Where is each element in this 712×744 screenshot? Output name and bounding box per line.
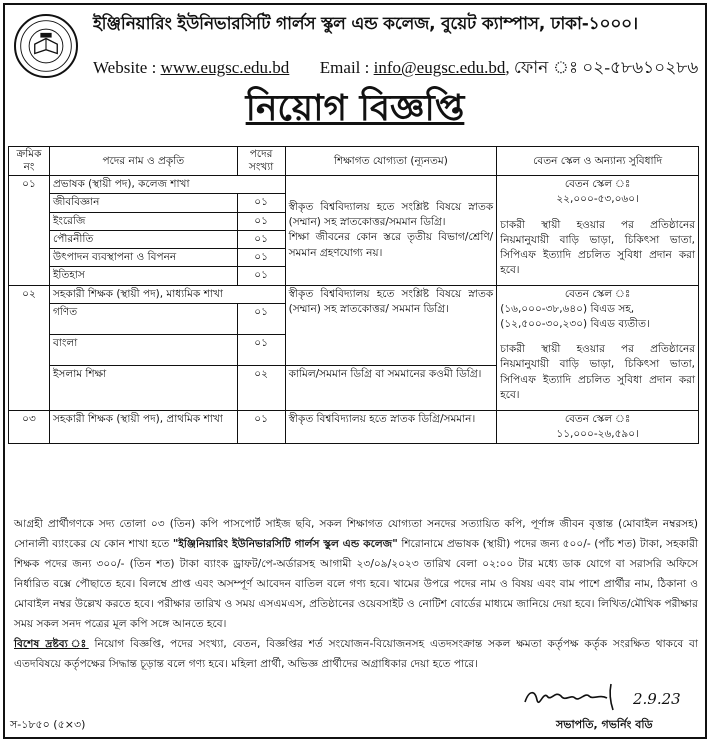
row2-salary-value-1: (১৬,০০০-৩৮,৬৪০) বিএড সহ,	[500, 302, 635, 315]
instructions-paragraph	[14, 514, 698, 674]
subject-name: জীববিজ্ঞান	[49, 194, 237, 212]
subject-count: ০১	[237, 267, 285, 285]
row1-serial: ০১	[9, 176, 50, 285]
row2-qualification: স্বীকৃত বিশ্ববিদ্যালয় হতে সংশ্লিষ্ট বিষয়ে স্নাতক (সম্মান) সহ স্নাতকোত্তর/ সমমান ডিগ্রি।	[285, 285, 497, 365]
college-logo	[14, 14, 78, 78]
row1-qualification-note: শিক্ষা জীবনের কোন স্তরে তৃতীয় বিভাগ/শ্রেণি/সমমান গ্রহণযোগ্য নয়।	[288, 231, 494, 259]
row2-salary-value-2: (১২,৫০০-৩০,২৩০) বিএড ব্যতীত।	[500, 318, 650, 330]
subject-name: ইতিহাস	[49, 267, 237, 285]
row3-qualification: স্বীকৃত বিশ্ববিদ্যালয় হতে স্নাতক ডিগ্রি/সমমান।	[285, 410, 497, 443]
row2-title: সহকারী শিক্ষক (স্থায়ী পদ), মাধ্যমিক শাখা	[49, 285, 285, 303]
table-row	[9, 410, 699, 443]
instructions-institution: "ইঞ্জিনিয়ারিং ইউনিভারসিটি গার্লস স্কুল এন্ড কলেজ"	[172, 538, 398, 550]
header-salary: বেতন স্কেল ও অন্যান্য সুবিধাদি	[497, 147, 699, 176]
phone-text: , ফোন ঃ ০২-৫৮৬১০২৮৬	[505, 58, 699, 77]
subject-name: গণিত	[49, 303, 237, 334]
row3-salary-value: ১১,০০০-২৬,৫৯০।	[556, 428, 639, 440]
email-link[interactable]: info@eugsc.edu.bd	[373, 58, 506, 77]
header-post: পদের নাম ও প্রকৃতি	[49, 147, 237, 176]
row1-salary	[497, 176, 699, 285]
row3-count: ০১	[237, 410, 285, 443]
table-row	[9, 176, 699, 194]
header-count: পদের সংখ্যা	[237, 147, 285, 176]
institution-title: ইঞ্জিনিয়ারিং ইউনিভারসিটি গার্লস স্কুল এন্ড কলেজ, বুয়েট ক্যাম্পাস, ঢাকা-১০০০।	[93, 14, 638, 34]
signer-title: সভাপতি, গভর্নিং বডি	[556, 718, 653, 731]
row3-salary-label: বেতন স্কেল ঃ	[564, 412, 631, 425]
signature	[515, 680, 705, 714]
instructions-part1: আগ্রহী প্রার্থীগণকে সদ্য তোলা ০৩ (তিন) কপি পাসপোর্ট সাইজ ছবি, সকল শিক্ষাগত যোগ্যতা সনদের সত্যায়িত কপি, পূর্ণাঙ্গ জীবন বৃত্তান্ত (মোবাইল নম্বরসহ) সোনালী ব্যাংকের যে কোন শাখা হতে	[14, 518, 698, 550]
subject-name: পৌরনীতি	[49, 230, 237, 248]
row3-title: সহকারী শিক্ষক (স্থায়ী পদ), প্রাথমিক শাখা	[49, 410, 237, 443]
instructions-part2: শিরোনামে প্রভাষক (স্থায়ী) পদের জন্য ৫০০/- (পাঁচ শত) টাকা, সহকারী শিক্ষক পদের জন্য ৩০০/- (তিন শত) টাকা ব্যাংক ড্রাফট/পে-অর্ডারসহ আগামী ২৩/০৯/২০২৩ তারিখ বেলা ০২:০০ টার মধ্যে ডাক যোগে বা সরাসরি অফিসে নির্ধারিত বক্সে পৌছাতে হবে। বিলম্বে প্রাপ্ত এবং অসম্পূর্ণ আবেদন বাতিল বলে গণ্য হবে। খামের উপরে পদের নাম ও বিষয় এবং বাম পাশে প্রার্থীর নাম, ঠিকানা ও মোবাইল নম্বর উল্লেখ করতে হবে। পরীক্ষার তারিখ ও সময় এসএমএস, প্রতিষ্ঠানের ওয়েবসাইট ও নোটিশ বোর্ডের মাধ্যমে জানিয়ে দেয়া হবে। লিখিত/মৌখিক পরীক্ষার সময় সকল সনদ পত্রের মূল কপি সঙ্গে আনতে হবে।	[14, 538, 699, 630]
subject-name: ইসলাম শিক্ষা	[49, 365, 237, 410]
contact-line	[93, 55, 698, 83]
subject-count: ০১	[237, 230, 285, 248]
subject-name: উৎপাদন ব্যবস্থাপনা ও বিপনন	[49, 249, 237, 267]
row2-salary	[497, 285, 699, 410]
subject-name: বাংলা	[49, 334, 237, 365]
row1-qualification	[285, 176, 497, 285]
row2-serial: ০২	[9, 285, 50, 410]
subject-count: ০২	[237, 365, 285, 410]
row2-qualification-islam: কামিল/সমমান ডিগ্রি বা সমমানের কওমী ডিগ্রি।	[285, 365, 497, 410]
row2-salary-label: বেতন স্কেল ঃ	[564, 287, 631, 300]
website-label: Website :	[93, 58, 157, 77]
website-link[interactable]: www.eugsc.edu.bd	[160, 58, 290, 77]
row1-benefits: চাকরী স্থায়ী হওয়ার পর প্রতিষ্ঠানের নিয়মানুযায়ী বাড়ি ভাড়া, চিকিৎসা ভাতা, সিপিএফ ইত্যাদি প্রচলিত সুবিধা প্রদান করা হবে।	[500, 218, 695, 277]
special-note-text: নিয়োগ বিজ্ঞপ্তি, পদের সংখ্যা, বেতন, বিজ্ঞপ্তির শর্ত সংযোজন-বিয়োজনসহ এতদসংক্রান্ত সকল ক্ষমতা কর্তৃপক্ষ কর্তৃক সংরক্ষিত থাকবে বা এতদবিষয়ে কর্তৃপক্ষের সিদ্ধান্ত চূড়ান্ত বলে গণ্য হবে। মহিলা প্রার্থী, অভিজ্ঞ প্রার্থীদের অগ্রাধিকার দেয়া হতে পারে।	[14, 638, 698, 670]
subject-count: ০১	[237, 249, 285, 267]
row1-qualification-text: স্বীকৃত বিশ্ববিদ্যালয় হতে সংশ্লিষ্ট বিষয়ে স্নাতক (সম্মান) সহ স্নাতকোত্তর/সমমান ডিগ্রি।	[288, 200, 494, 229]
special-note-label: বিশেষ দ্রষ্টব্য ঃ	[14, 638, 89, 650]
header-serial: ক্রমিক নং	[9, 147, 50, 176]
header-qualification: শিক্ষাগত যোগ্যতা (ন্যূনতম)	[285, 147, 497, 176]
row3-salary	[497, 410, 699, 443]
row1-title: প্রভাষক (স্থায়ী পদ), কলেজ শাখা	[49, 176, 285, 194]
table-row	[9, 285, 699, 303]
row1-salary-label: বেতন স্কেল ঃ	[564, 178, 631, 191]
notice-title: নিয়োগ বিজ্ঞপ্তি	[245, 88, 465, 129]
subject-count: ০১	[237, 303, 285, 334]
subject-count: ০১	[237, 334, 285, 365]
subject-count: ০১	[237, 212, 285, 230]
signature-icon	[515, 680, 705, 714]
notice-code: স-১৮৫০ (৫×৩)	[10, 718, 86, 731]
college-emblem-icon	[16, 16, 76, 76]
table-header-row	[9, 147, 699, 176]
row2-benefits: চাকরী স্থায়ী হওয়ার পর প্রতিষ্ঠানের নিয়মানুযায়ী বাড়ি ভাড়া, চিকিৎসা ভাতা, সিপিএফ ইত্যাদি প্রচলিত সুবিধা প্রদান করা হবে।	[500, 343, 695, 401]
subject-count: ০১	[237, 194, 285, 212]
job-table	[8, 146, 699, 444]
row3-serial: ০৩	[9, 410, 50, 443]
subject-name: ইংরেজি	[49, 212, 237, 230]
email-label: Email :	[319, 58, 370, 77]
row1-salary-value: ২২,০০০-৫৩,০৬০।	[556, 193, 639, 206]
signature-date: 2.9.23	[633, 690, 681, 708]
